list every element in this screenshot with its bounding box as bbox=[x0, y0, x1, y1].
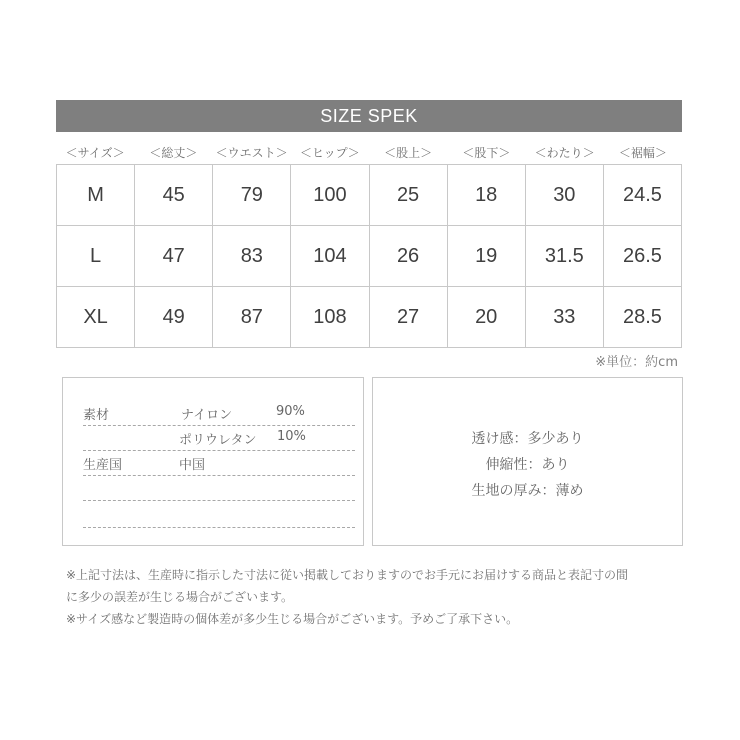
material-row bbox=[83, 400, 355, 426]
sheerness-text: 透け感：多少あり bbox=[471, 431, 584, 447]
origin-value: 中国 bbox=[179, 458, 206, 473]
material-label: 素材 bbox=[83, 408, 110, 423]
header-total-length: ＜総丈＞ bbox=[149, 146, 198, 160]
table-cell: 24.5 bbox=[603, 165, 681, 226]
table-cell: 83 bbox=[213, 226, 291, 287]
material-box bbox=[62, 377, 364, 546]
thickness-text: 生地の厚み：薄め bbox=[471, 483, 584, 499]
note-line: に多少の誤差が生じる場合がございます。 bbox=[66, 590, 294, 604]
table-row bbox=[57, 287, 682, 348]
table-cell: 47 bbox=[135, 226, 213, 287]
fabric-feel-list bbox=[373, 426, 682, 504]
header-rise: ＜股上＞ bbox=[384, 146, 433, 160]
header-size: ＜サイズ＞ bbox=[65, 146, 125, 160]
table-cell: 26 bbox=[369, 226, 447, 287]
header-waist: ＜ウエスト＞ bbox=[215, 146, 288, 160]
table-cell: 87 bbox=[213, 287, 291, 348]
material-percent: 10% bbox=[277, 429, 306, 444]
material-name: ポリウレタン bbox=[179, 433, 257, 448]
unit-note: ※単位：約cm bbox=[595, 355, 678, 370]
note-line: ※上記寸法は、生産時に指示した寸法に従い掲載しておりますのでお手元にお届けする商品と表記寸の間 bbox=[66, 568, 629, 582]
fabric-feel-box bbox=[372, 377, 683, 546]
table-cell: L bbox=[57, 226, 135, 287]
table-cell: M bbox=[57, 165, 135, 226]
size-spec-banner: SIZE SPEK bbox=[56, 100, 682, 132]
material-percent: 90% bbox=[276, 404, 305, 419]
table-cell: 33 bbox=[525, 287, 603, 348]
table-cell: 100 bbox=[291, 165, 369, 226]
empty-row bbox=[83, 502, 355, 528]
header-inseam: ＜股下＞ bbox=[462, 146, 511, 160]
table-cell: 31.5 bbox=[525, 226, 603, 287]
origin-row bbox=[83, 450, 355, 476]
table-cell: 104 bbox=[291, 226, 369, 287]
table-cell: 18 bbox=[447, 165, 525, 226]
table-cell: 20 bbox=[447, 287, 525, 348]
table-cell: 27 bbox=[369, 287, 447, 348]
empty-row bbox=[83, 475, 355, 501]
table-cell: 25 bbox=[369, 165, 447, 226]
stretch-text: 伸縮性：あり bbox=[485, 457, 570, 473]
table-cell: XL bbox=[57, 287, 135, 348]
table-row bbox=[57, 165, 682, 226]
table-cell: 108 bbox=[291, 287, 369, 348]
header-hip: ＜ヒップ＞ bbox=[300, 146, 360, 160]
table-row bbox=[57, 226, 682, 287]
material-row bbox=[83, 425, 355, 451]
table-cell: 45 bbox=[135, 165, 213, 226]
size-table bbox=[56, 164, 682, 348]
table-cell: 79 bbox=[213, 165, 291, 226]
note-line: ※サイズ感など製造時の個体差が多少生じる場合がございます。予めご了承下さい。 bbox=[66, 612, 519, 626]
table-cell: 49 bbox=[135, 287, 213, 348]
size-table-header-row bbox=[56, 144, 682, 164]
table-cell: 30 bbox=[525, 165, 603, 226]
disclaimer-notes bbox=[66, 564, 686, 630]
table-cell: 28.5 bbox=[603, 287, 681, 348]
material-name: ナイロン bbox=[181, 408, 233, 423]
header-thigh: ＜わたり＞ bbox=[534, 146, 595, 160]
header-hem-width: ＜裾幅＞ bbox=[618, 146, 667, 160]
origin-label: 生産国 bbox=[83, 458, 123, 473]
table-cell: 19 bbox=[447, 226, 525, 287]
table-cell: 26.5 bbox=[603, 226, 681, 287]
